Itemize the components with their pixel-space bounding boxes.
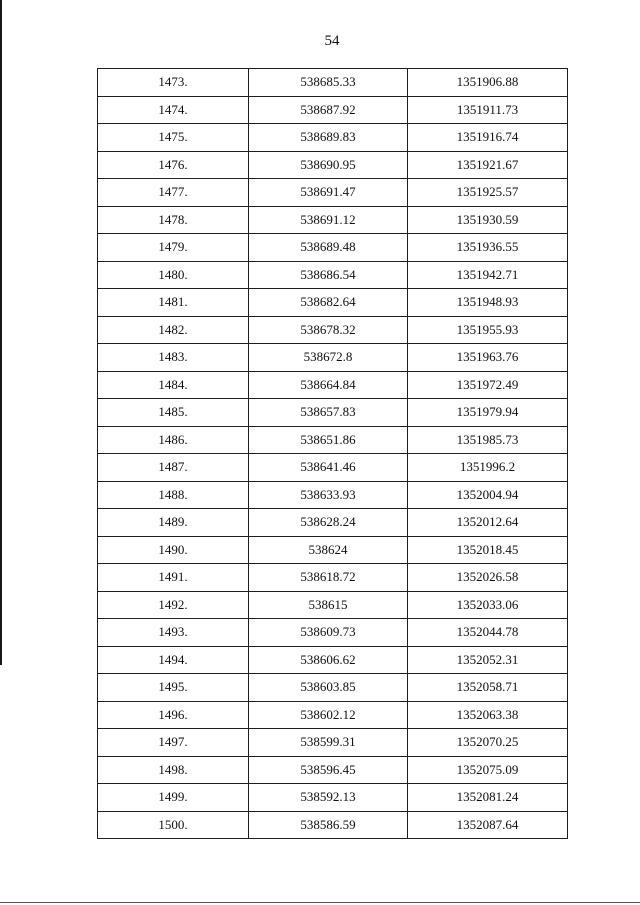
y-coordinate-cell: 1351936.55 [408, 234, 568, 262]
x-coordinate-cell: 538682.64 [249, 289, 408, 317]
table-row [98, 179, 568, 207]
point-number-cell: 1499. [98, 784, 249, 812]
y-coordinate-cell: 1352012.64 [408, 509, 568, 537]
point-number-cell: 1479. [98, 234, 249, 262]
table-row [98, 454, 568, 482]
point-number-cell: 1487. [98, 454, 249, 482]
point-number-cell: 1491. [98, 564, 249, 592]
table-row [98, 536, 568, 564]
y-coordinate-cell: 1351916.74 [408, 124, 568, 152]
page-number: 54 [324, 33, 340, 49]
x-coordinate-cell: 538603.85 [249, 674, 408, 702]
point-number-cell: 1489. [98, 509, 249, 537]
coordinates-table [97, 68, 568, 839]
table-row [98, 619, 568, 647]
y-coordinate-cell: 1351925.57 [408, 179, 568, 207]
x-coordinate-cell: 538689.83 [249, 124, 408, 152]
y-coordinate-cell: 1352070.25 [408, 729, 568, 757]
table-row [98, 234, 568, 262]
x-coordinate-cell: 538628.24 [249, 509, 408, 537]
table-row [98, 124, 568, 152]
point-number-cell: 1480. [98, 261, 249, 289]
x-coordinate-cell: 538615 [249, 591, 408, 619]
table-row [98, 371, 568, 399]
y-coordinate-cell: 1352018.45 [408, 536, 568, 564]
point-number-cell: 1490. [98, 536, 249, 564]
point-number-cell: 1473. [98, 69, 249, 97]
x-coordinate-cell: 538651.86 [249, 426, 408, 454]
y-coordinate-cell: 1351955.93 [408, 316, 568, 344]
point-number-cell: 1493. [98, 619, 249, 647]
x-coordinate-cell: 538633.93 [249, 481, 408, 509]
table-row [98, 151, 568, 179]
y-coordinate-cell: 1351906.88 [408, 69, 568, 97]
point-number-cell: 1483. [98, 344, 249, 372]
point-number-cell: 1494. [98, 646, 249, 674]
y-coordinate-cell: 1351979.94 [408, 399, 568, 427]
y-coordinate-cell: 1351948.93 [408, 289, 568, 317]
point-number-cell: 1482. [98, 316, 249, 344]
table-row [98, 811, 568, 839]
point-number-cell: 1484. [98, 371, 249, 399]
table-row [98, 784, 568, 812]
point-number-cell: 1497. [98, 729, 249, 757]
y-coordinate-cell: 1351996.2 [408, 454, 568, 482]
x-coordinate-cell: 538641.46 [249, 454, 408, 482]
y-coordinate-cell: 1352087.64 [408, 811, 568, 839]
x-coordinate-cell: 538657.83 [249, 399, 408, 427]
point-number-cell: 1477. [98, 179, 249, 207]
x-coordinate-cell: 538691.12 [249, 206, 408, 234]
x-coordinate-cell: 538599.31 [249, 729, 408, 757]
table-row [98, 426, 568, 454]
point-number-cell: 1495. [98, 674, 249, 702]
x-coordinate-cell: 538592.13 [249, 784, 408, 812]
x-coordinate-cell: 538691.47 [249, 179, 408, 207]
table-row [98, 756, 568, 784]
table-row [98, 646, 568, 674]
y-coordinate-cell: 1352026.58 [408, 564, 568, 592]
table-row [98, 591, 568, 619]
y-coordinate-cell: 1351985.73 [408, 426, 568, 454]
table-row [98, 206, 568, 234]
y-coordinate-cell: 1352058.71 [408, 674, 568, 702]
y-coordinate-cell: 1352063.38 [408, 701, 568, 729]
point-number-cell: 1500. [98, 811, 249, 839]
scan-edge-left [0, 0, 2, 665]
x-coordinate-cell: 538687.92 [249, 96, 408, 124]
y-coordinate-cell: 1351942.71 [408, 261, 568, 289]
point-number-cell: 1492. [98, 591, 249, 619]
x-coordinate-cell: 538672.8 [249, 344, 408, 372]
point-number-cell: 1486. [98, 426, 249, 454]
x-coordinate-cell: 538596.45 [249, 756, 408, 784]
point-number-cell: 1496. [98, 701, 249, 729]
y-coordinate-cell: 1351921.67 [408, 151, 568, 179]
table-row [98, 344, 568, 372]
table-row [98, 399, 568, 427]
y-coordinate-cell: 1352052.31 [408, 646, 568, 674]
table-row [98, 96, 568, 124]
table-row [98, 674, 568, 702]
x-coordinate-cell: 538689.48 [249, 234, 408, 262]
x-coordinate-cell: 538624 [249, 536, 408, 564]
table-row [98, 509, 568, 537]
point-number-cell: 1475. [98, 124, 249, 152]
x-coordinate-cell: 538606.62 [249, 646, 408, 674]
point-number-cell: 1481. [98, 289, 249, 317]
x-coordinate-cell: 538685.33 [249, 69, 408, 97]
table-row [98, 481, 568, 509]
y-coordinate-cell: 1352044.78 [408, 619, 568, 647]
x-coordinate-cell: 538690.95 [249, 151, 408, 179]
y-coordinate-cell: 1352004.94 [408, 481, 568, 509]
scan-edge-bottom [0, 902, 640, 903]
point-number-cell: 1488. [98, 481, 249, 509]
point-number-cell: 1498. [98, 756, 249, 784]
table-row [98, 289, 568, 317]
point-number-cell: 1476. [98, 151, 249, 179]
x-coordinate-cell: 538609.73 [249, 619, 408, 647]
y-coordinate-cell: 1352075.09 [408, 756, 568, 784]
table-row [98, 564, 568, 592]
table-row [98, 316, 568, 344]
x-coordinate-cell: 538678.32 [249, 316, 408, 344]
x-coordinate-cell: 538664.84 [249, 371, 408, 399]
table-row [98, 69, 568, 97]
point-number-cell: 1485. [98, 399, 249, 427]
table-body [98, 69, 568, 839]
x-coordinate-cell: 538602.12 [249, 701, 408, 729]
table-row [98, 261, 568, 289]
y-coordinate-cell: 1351972.49 [408, 371, 568, 399]
y-coordinate-cell: 1351911.73 [408, 96, 568, 124]
y-coordinate-cell: 1351930.59 [408, 206, 568, 234]
y-coordinate-cell: 1352033.06 [408, 591, 568, 619]
y-coordinate-cell: 1352081.24 [408, 784, 568, 812]
x-coordinate-cell: 538586.59 [249, 811, 408, 839]
table-row [98, 729, 568, 757]
table-row [98, 701, 568, 729]
x-coordinate-cell: 538618.72 [249, 564, 408, 592]
x-coordinate-cell: 538686.54 [249, 261, 408, 289]
point-number-cell: 1474. [98, 96, 249, 124]
point-number-cell: 1478. [98, 206, 249, 234]
y-coordinate-cell: 1351963.76 [408, 344, 568, 372]
